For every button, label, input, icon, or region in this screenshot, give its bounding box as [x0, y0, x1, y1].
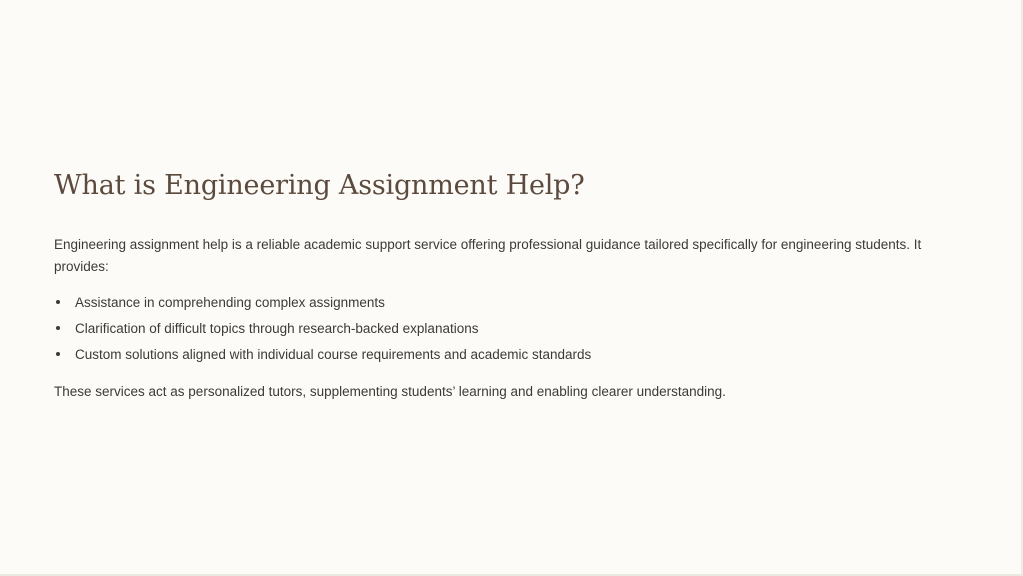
list-item-text: Clarification of difficult topics through research-backed explanations — [75, 321, 479, 336]
bullet-list — [54, 292, 591, 370]
bullet-icon — [56, 300, 60, 304]
list-item — [54, 292, 591, 318]
list-item — [54, 344, 591, 370]
intro-paragraph: Engineering assignment help is a reliable academic support service offering professional guidance tailored specifically for engineering students. It provides: — [54, 237, 922, 274]
bullet-icon — [56, 352, 60, 356]
list-item — [54, 318, 591, 344]
list-item-text: Custom solutions aligned with individual course requirements and academic standards — [75, 347, 592, 362]
bullet-icon — [56, 326, 60, 330]
list-item-text: Assistance in comprehending complex assignments — [75, 295, 385, 310]
closing-paragraph: These services act as personalized tutors, supplementing students’ learning and enabling clearer understanding. — [54, 384, 726, 399]
slide-title: What is Engineering Assignment Help? — [54, 170, 585, 201]
